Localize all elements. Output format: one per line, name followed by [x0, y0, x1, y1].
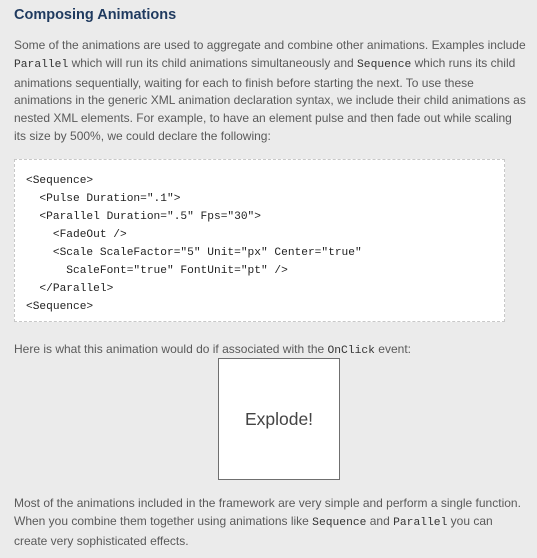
intro-text-1: Some of the animations are used to aggregate and combine other animations. Examples include: [14, 38, 526, 52]
code-line: <FadeOut />: [26, 229, 127, 241]
code-line: <Pulse Duration=".1">: [26, 193, 181, 205]
parallel-code-term: Parallel: [393, 516, 448, 529]
section-heading: Composing Animations: [14, 7, 177, 23]
onclick-code-term: OnClick: [327, 345, 375, 357]
explode-demo-target[interactable]: [218, 358, 340, 480]
parallel-code-term: Parallel: [14, 58, 69, 71]
code-line: <Parallel Duration=".5" Fps="30">: [26, 211, 261, 223]
sequence-code-term: Sequence: [312, 516, 367, 529]
intro-text-2: which will run its child animations simultaneously and: [68, 55, 358, 70]
outro-paragraph: [14, 495, 526, 550]
sequence-code-term: Sequence: [357, 58, 412, 71]
intro-paragraph: [14, 37, 526, 146]
outro-text-2: and: [366, 513, 394, 528]
code-sample-box: [14, 159, 505, 322]
code-line: <Scale ScaleFactor="5" Unit="px" Center="true": [26, 247, 362, 259]
outro-text-3: you can create very sophisticated effects.: [14, 513, 493, 548]
code-line: <Sequence>: [26, 175, 94, 187]
demo-caption-text-1: Here is what this animation would do if associated with the: [14, 342, 328, 356]
explode-label: Explode!: [244, 408, 314, 429]
code-line: <Sequence>: [26, 301, 94, 313]
code-line: </Parallel>: [26, 283, 114, 295]
intro-text-3: which runs its child animations sequentially, waiting for each to finish before starting the next. To use these animations in the generic XML animation declaration syntax, we include their child animations as nested XML elements. For example, to have an element pulse and then fade out while scaling its size by 500%, we could declare the following:: [14, 55, 526, 143]
demo-caption-text-2: event:: [374, 342, 411, 356]
outro-text-1: Most of the animations included in the framework are very simple and perform a single function. When you combine them together using animations like: [14, 496, 521, 528]
code-line: ScaleFont="true" FontUnit="pt" />: [26, 265, 288, 277]
